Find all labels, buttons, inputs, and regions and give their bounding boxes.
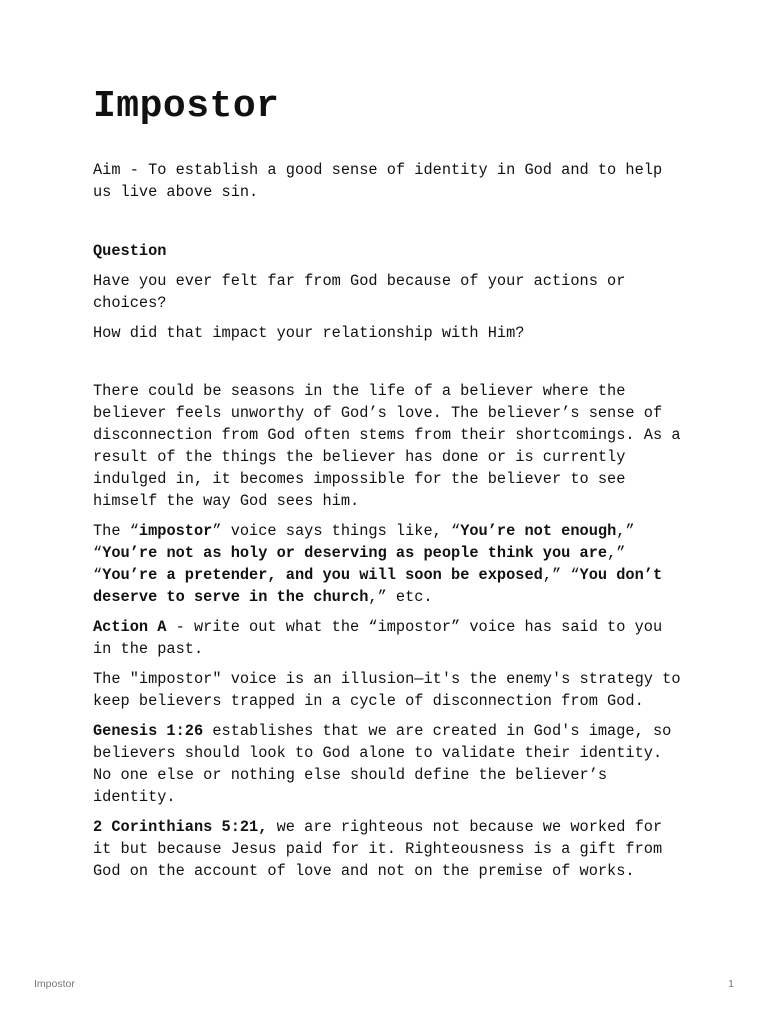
page-title: Impostor xyxy=(93,85,280,128)
illusion-paragraph: The "impostor" voice is an illusion—it's the enemy's strategy to keep believers trapped in a cycle of disconnection from God. xyxy=(93,670,681,710)
page-number: 1 xyxy=(728,978,734,990)
corinthians-paragraph: 2 Corinthians 5:21, we are righteous not because we worked for it but because Jesus paid for it. Righteousness is a gift from God on the account of love and not on the premise of works. xyxy=(93,818,663,880)
footer-title: Impostor xyxy=(34,978,75,990)
intro-paragraph: There could be seasons in the life of a believer where the believer feels unworthy of God’s love. The believer’s sense of disconnection from God often stems from their shortcomings. As a result of the things the believer has done or is currently indulged in, it becomes impossible for the believer to see himself the way God sees him. xyxy=(93,382,681,510)
question-2: How did that impact your relationship with Him? xyxy=(93,324,525,342)
aim-paragraph: Aim - To establish a good sense of identity in God and to help us live above sin. xyxy=(93,161,663,201)
impostor-voice-paragraph: The “impostor” voice says things like, “You’re not enough,” “You’re not as holy or deserving as people think you are,” “You’re a pretender, and you will soon be exposed,” “You don’t deserve to serve in the church,” etc. xyxy=(93,522,663,606)
action-a-paragraph: Action A - write out what the “impostor” voice has said to you in the past. xyxy=(93,618,663,658)
genesis-paragraph: Genesis 1:26 establishes that we are created in God's image, so believers should look to God alone to validate their identity. No one else or nothing else should define the believer’s identity. xyxy=(93,722,672,806)
document-body xyxy=(93,84,683,882)
question-1: Have you ever felt far from God because of your actions or choices? xyxy=(93,272,626,312)
genesis-reference: Genesis 1:26 xyxy=(93,722,204,740)
corinthians-reference: 2 Corinthians 5:21, xyxy=(93,818,268,836)
action-a-label: Action A xyxy=(93,618,167,636)
question-heading: Question xyxy=(93,242,167,260)
